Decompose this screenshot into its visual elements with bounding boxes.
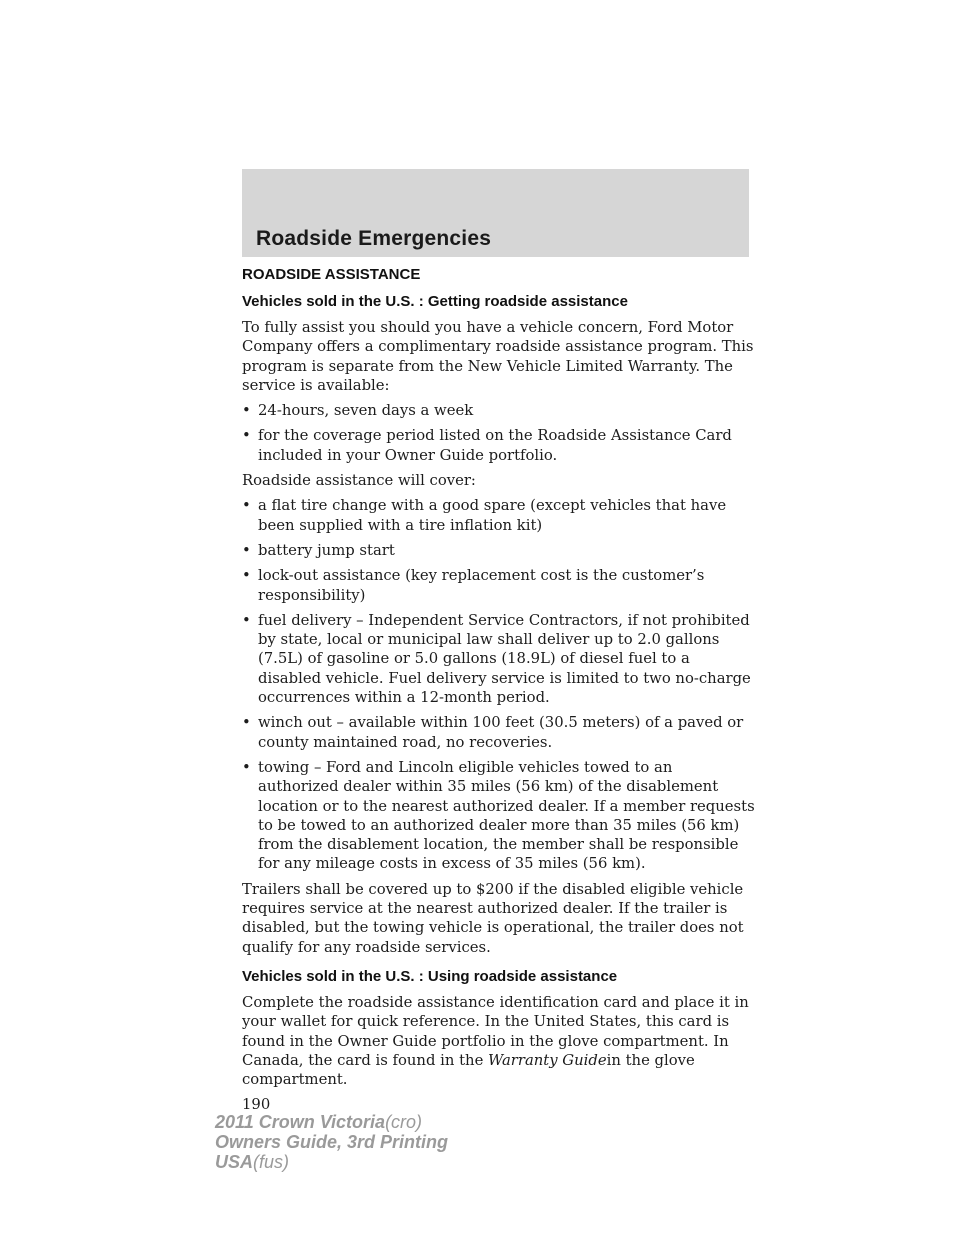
list-item: • battery jump start bbox=[242, 541, 395, 559]
footer-line-model: 2011 Crown Victoria(cro) bbox=[215, 1112, 423, 1132]
list-item: • lock-out assistance (key replacement cost is the customer’s responsibility) bbox=[242, 567, 705, 604]
bullet: • bbox=[242, 541, 251, 559]
bullet: • bbox=[242, 567, 251, 585]
list-item: • fuel delivery – Independent Service Contractors, if not prohibited by state, local or municipal law shall deliver up to 2.0 gallons (7.5L) of gasoline or 5.0 gallons (18.9L) of diesel fuel to a disabled vehicle. Fuel delivery service is limited to two no-charge occurrences within a 12-month period. bbox=[242, 611, 751, 707]
subheading-using-assistance: Vehicles sold in the U.S. : Using roadside assistance bbox=[242, 967, 618, 985]
list-item: • 24-hours, seven days a week bbox=[242, 402, 474, 420]
page-number: 190 bbox=[242, 1096, 271, 1114]
section-title: Roadside Emergencies bbox=[256, 227, 492, 250]
bullet: • bbox=[242, 402, 251, 420]
availability-list bbox=[242, 401, 757, 465]
bullet: • bbox=[242, 714, 251, 732]
main-heading: ROADSIDE ASSISTANCE bbox=[242, 266, 421, 283]
bullet: • bbox=[242, 497, 251, 515]
list-item: • towing – Ford and Lincoln eligible vehicles towed to an authorized dealer within 35 miles (56 km) of the disablement location or to the nearest authorized dealer. If a member requests to be towed to an authorized dealer more than 35 miles (56 km) from the disablement location, the member shall be responsible for any mileage costs in excess of 35 miles (56 km). bbox=[242, 758, 755, 873]
intro-paragraph: To fully assist you should you have a vehicle concern, Ford Motor Company offers a complimentary roadside assistance program. This program is separate from the New Vehicle Limited Warranty. The service is available: bbox=[242, 319, 754, 394]
section-header-band bbox=[242, 169, 749, 257]
print-footer bbox=[215, 1112, 448, 1172]
bullet: • bbox=[242, 611, 251, 629]
subheading-getting-assistance: Vehicles sold in the U.S. : Getting roadside assistance bbox=[242, 293, 628, 310]
bullet: • bbox=[242, 427, 251, 445]
list-item: • winch out – available within 100 feet (30.5 meters) of a paved or county maintained road, no recoveries. bbox=[242, 714, 744, 751]
coverage-list bbox=[242, 496, 757, 873]
coverage-intro: Roadside assistance will cover: bbox=[242, 472, 476, 490]
trailer-paragraph: Trailers shall be covered up to $200 if the disabled eligible vehicle requires service at the nearest authorized dealer. If the trailer is disabled, but the towing vehicle is operational, the trailer does not qualify for any roadside services. bbox=[242, 880, 744, 956]
list-item: • a flat tire change with a good spare (except vehicles that have been supplied with a tire inflation kit) bbox=[242, 497, 727, 534]
card-paragraph: Complete the roadside assistance identification card and place it in your wallet for quick reference. In the United States, this card is found in the Owner Guide portfolio in the glove compartment. In Canada, the card is found in the Warranty Guidein the glove compartment. bbox=[242, 993, 749, 1089]
list-item: • for the coverage period listed on the Roadside Assistance Card included in your Owner Guide portfolio. bbox=[242, 427, 732, 464]
page-content bbox=[242, 265, 757, 1114]
footer-line-market: USA(fus) bbox=[215, 1152, 290, 1172]
footer-line-edition: Owners Guide, 3rd Printing bbox=[215, 1132, 449, 1152]
bullet: • bbox=[242, 758, 251, 776]
warranty-guide-title: Warranty Guide bbox=[488, 1051, 607, 1069]
